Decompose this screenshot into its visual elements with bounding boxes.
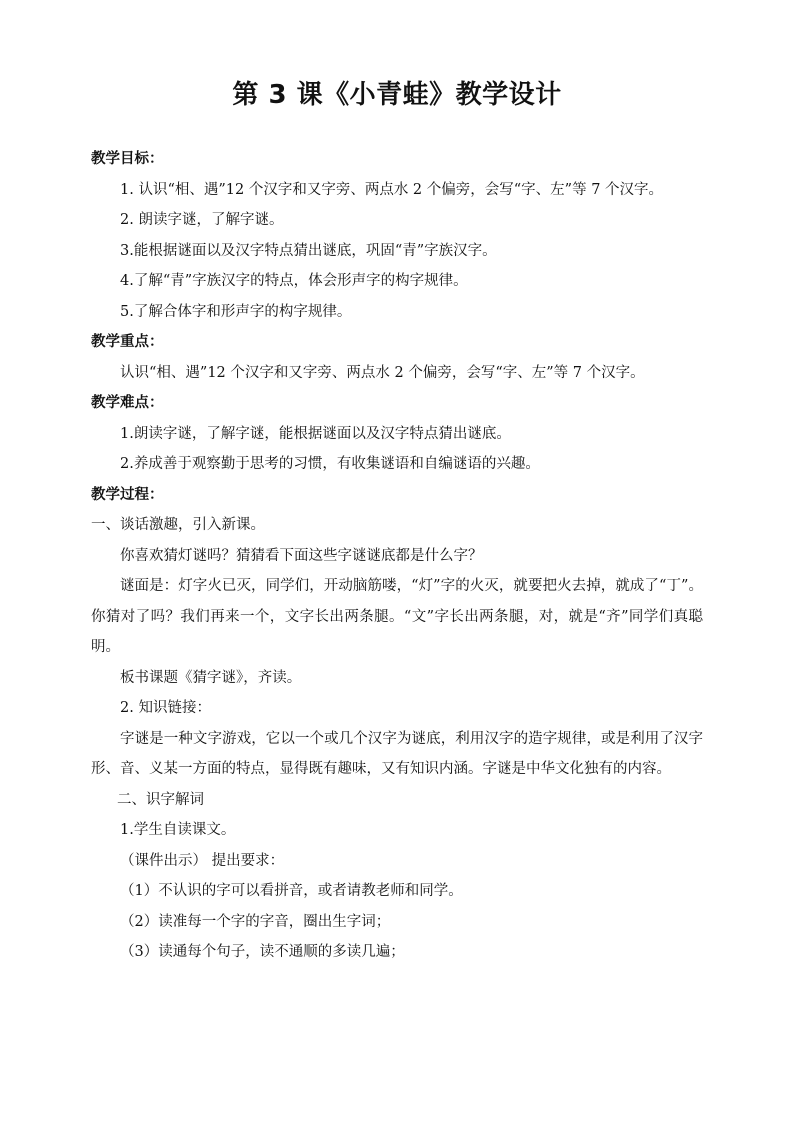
requirement-2: （2）读准每一个字的字音，圈出生字词；	[120, 913, 391, 930]
board-text: 板书课题《猜字谜》，齐读。	[120, 669, 302, 686]
difficult-item-2: 2.养成善于观察勤于思考的习惯，有收集谜语和自编谜语的兴趣。	[120, 456, 540, 472]
key-heading: 教学重点：	[91, 334, 164, 350]
riddle-paragraph: 谜面是：灯字火已灭，同学们，开动脑筋喽，“灯”字的火灭，就要把火去掉，就成了“丁”。你猜对了吗？我们再来一个，文字长出两条腿。“文”字长出两条腿，对，就是“齐”同学们真聪明。	[91, 578, 703, 655]
courseware-note: （课件出示） 提出要求：	[120, 852, 285, 869]
document-title: 第 3 课《小青蛙》教学设计	[232, 80, 562, 110]
self-read: 1.学生自读课文。	[120, 822, 236, 838]
process-step-2: 二、识字解词	[117, 791, 204, 808]
process-step-1: 一、谈话激趣，引入新课。	[91, 517, 265, 533]
difficult-heading: 教学难点：	[91, 395, 164, 411]
knowledge-label: 2. 知识链接：	[120, 700, 211, 716]
knowledge-paragraph: 字谜是一种文字游戏，它以一个或几个汉字为谜底，利用汉字的造字规律，或是利用了汉字形、音、义某一方面的特点，显得既有趣味，又有知识内涵。字谜是中华文化独有的内容。	[91, 730, 703, 777]
key-text: 认识“相、遇”12 个汉字和又字旁、两点水 2 个偏旁，会写“字、左”等 7 个汉字。	[120, 364, 645, 381]
goals-heading: 教学目标：	[91, 151, 164, 167]
requirement-3: （3）读通每个句子，读不通顺的多读几遍；	[120, 944, 405, 960]
requirement-1: （1）不认识的字可以看拼音，或者请教老师和同学。	[120, 883, 463, 899]
process-question: 你喜欢猜灯谜吗？猜猜看下面这些字谜谜底都是什么字？	[120, 547, 483, 564]
process-heading: 教学过程：	[91, 486, 164, 503]
goal-item-3: 3.能根据谜面以及汉字特点猜出谜底，巩固“青”字族汉字。	[120, 242, 497, 259]
goal-item-2: 2. 朗读字谜，了解字谜。	[120, 212, 284, 228]
goal-item-5: 5.了解合体字和形声字的构字规律。	[120, 303, 352, 320]
document-page	[91, 72, 703, 968]
goal-item-1: 1. 认识“相、遇”12 个汉字和又字旁、两点水 2 个偏旁，会写“字、左”等 7 个汉字。	[120, 181, 664, 198]
difficult-item-1: 1.朗读字谜，了解字谜，能根据谜面以及汉字特点猜出谜底。	[120, 425, 511, 442]
goal-item-4: 4.了解“青”字族汉字的特点，体会形声字的构字规律。	[120, 273, 468, 289]
